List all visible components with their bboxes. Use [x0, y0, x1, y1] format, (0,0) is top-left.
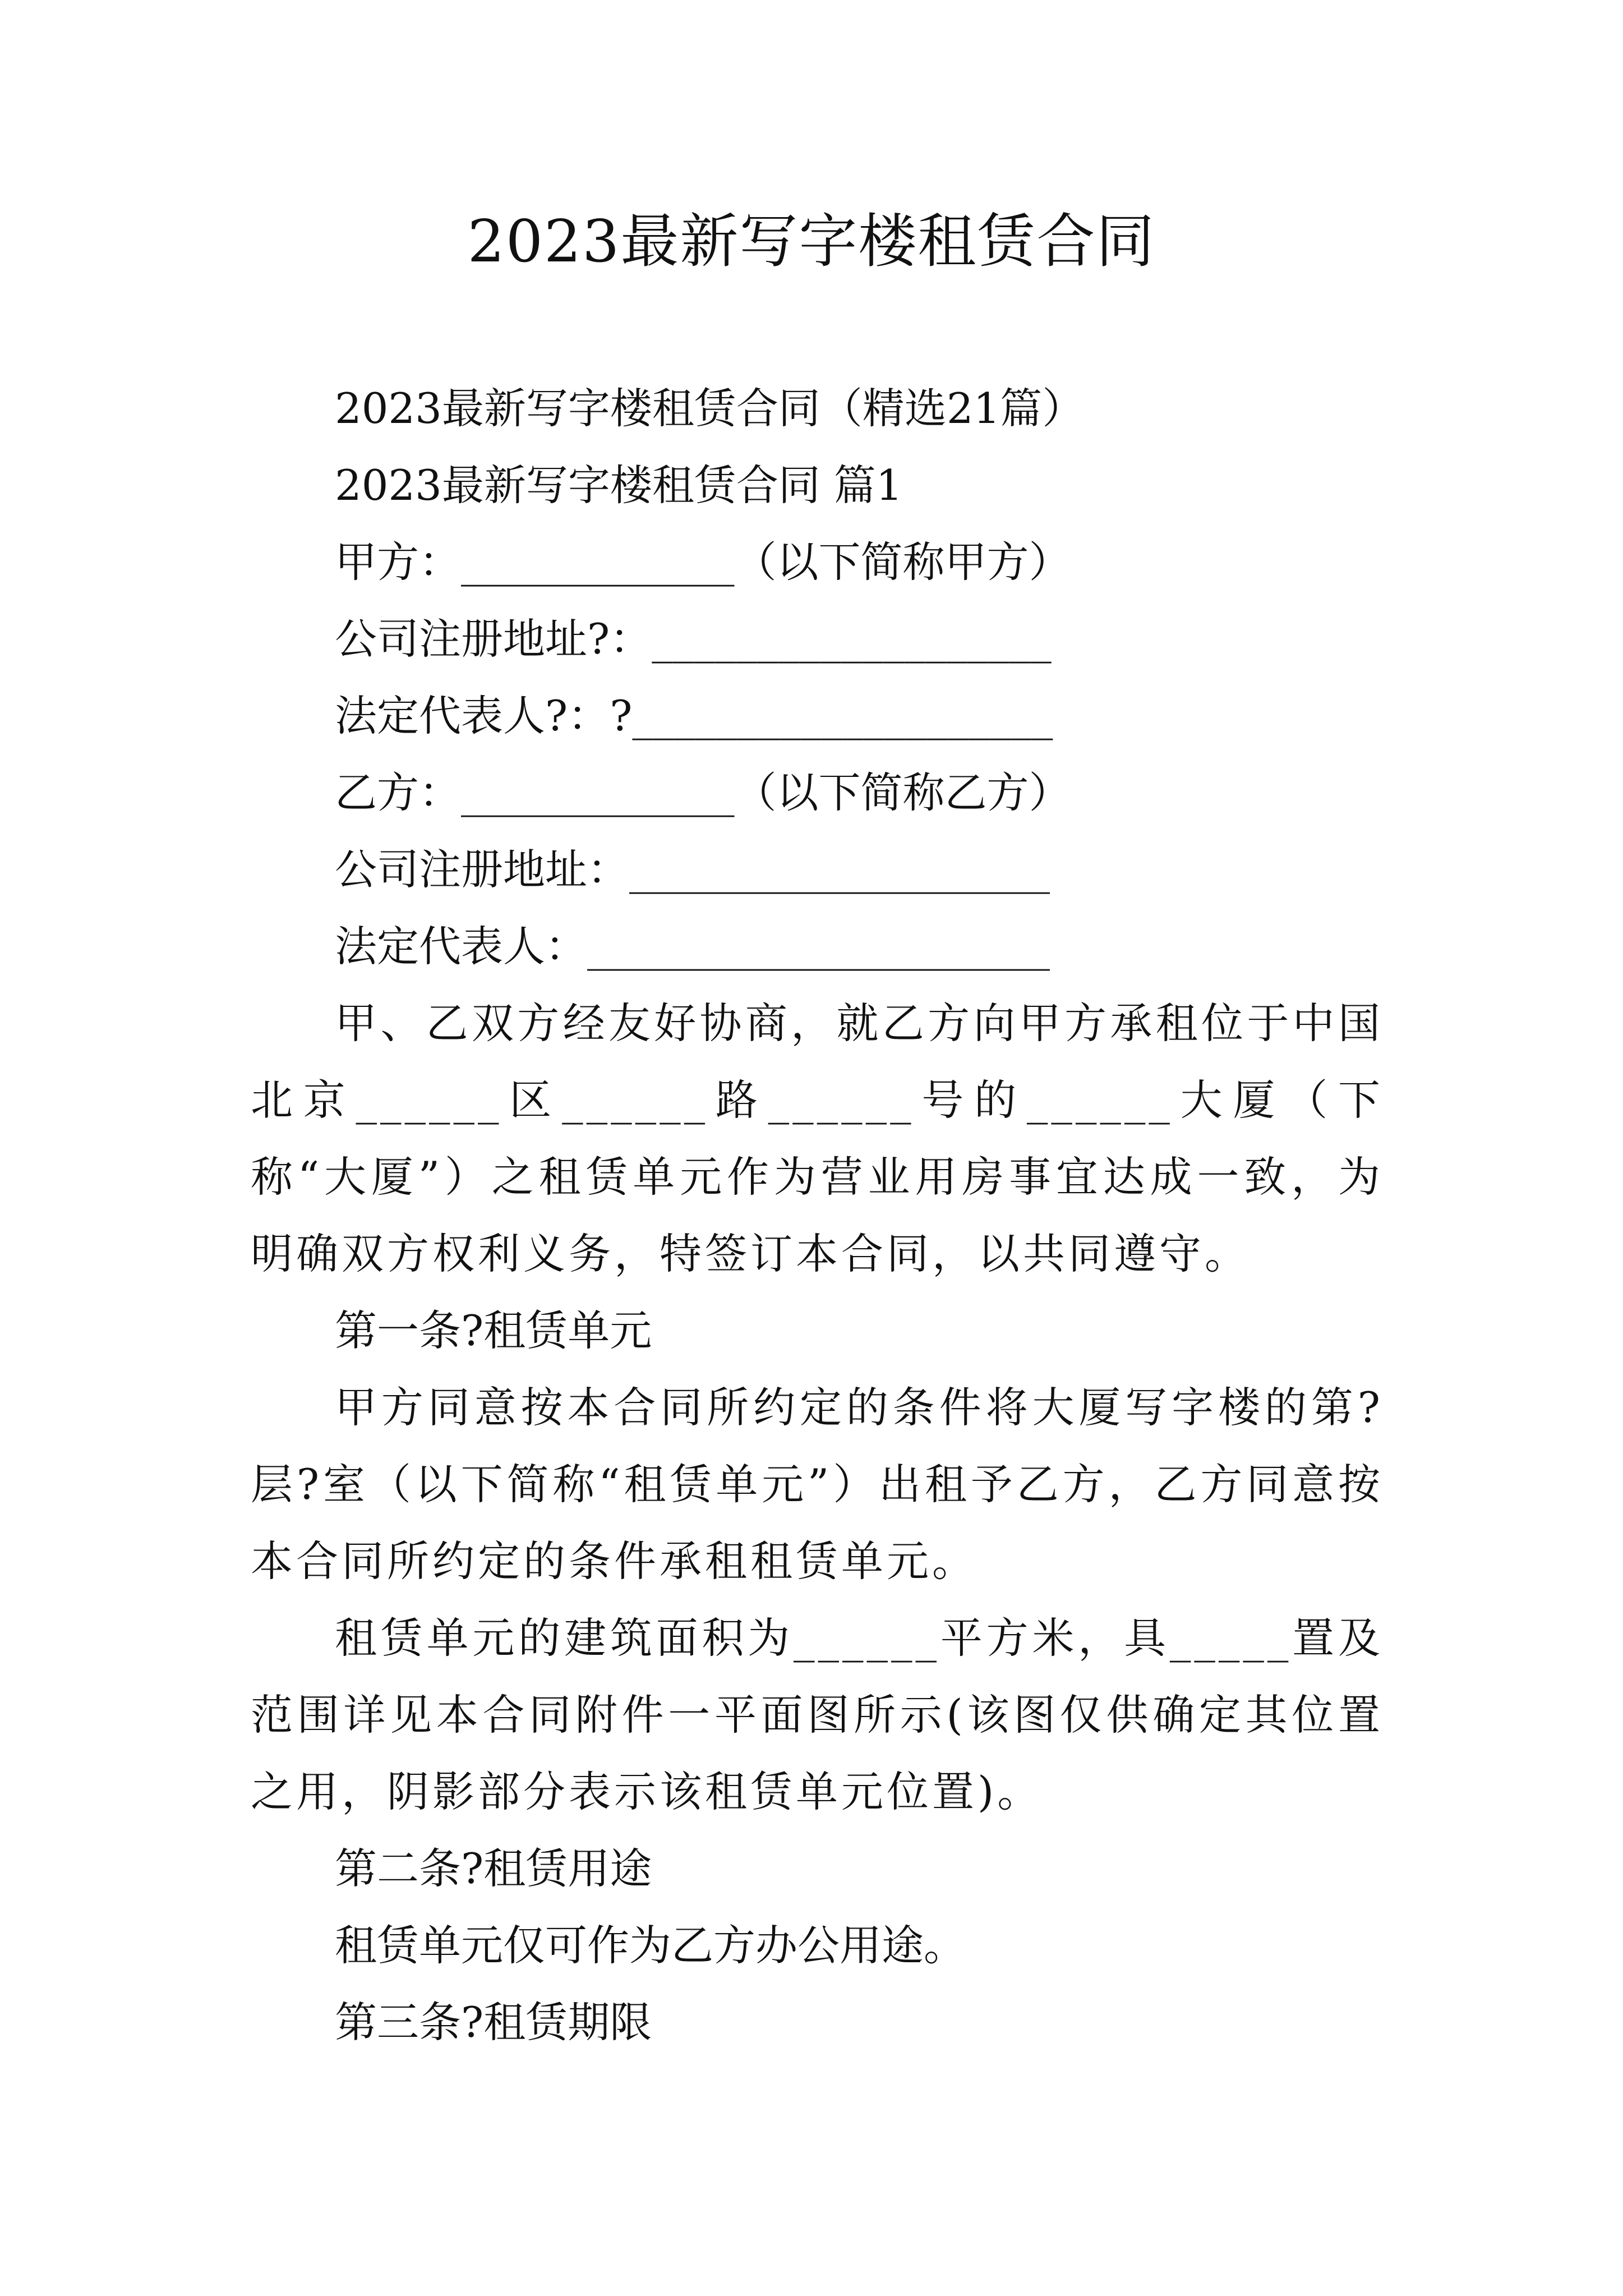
subtitle-paragraph: 2023最新写字楼租赁合同（精选21篇） — [335, 384, 1085, 433]
article-1-heading: 第一条?租赁单元 — [335, 1306, 652, 1355]
article-2-paragraph: 租赁单元仅可作为乙方办公用途。 — [335, 1921, 966, 1970]
article-3-heading: 第三条?租赁期限 — [335, 1998, 652, 2047]
party-a-field: 甲方：_____________（以下简称甲方） — [335, 537, 1071, 587]
section-heading: 2023最新写字楼租赁合同 篇1 — [335, 461, 903, 510]
document-body — [251, 370, 1384, 2061]
party-a-representative-field: 法定代表人?：?____________________ — [335, 691, 1053, 740]
party-b-address-field: 公司注册地址：____________________ — [335, 845, 1050, 894]
article-2-heading: 第二条?租赁用途 — [335, 1844, 652, 1893]
agreement-preamble-paragraph: 甲、乙双方经友好协商，就乙方向甲方承租位于中国北京______区______路______号的______大厦（下称“大厦”）之租赁单元作为营业用房事宜达成一致，为明确双方权利义务，特签订本合同，以共同遵守。 — [251, 999, 1384, 1278]
document-title: 2023最新写字楼租赁合同 — [467, 207, 1156, 275]
party-a-address-field: 公司注册地址?：___________________ — [335, 614, 1052, 664]
article-1-paragraph-2: 租赁单元的建筑面积为______平方米，具_____置及范围详见本合同附件一平面图所示(该图仅供确定其位置之用，阴影部分表示该租赁单元位置)。 — [251, 1613, 1384, 1816]
article-1-paragraph-1: 甲方同意按本合同所约定的条件将大厦写字楼的第?层?室（以下简称“租赁单元”）出租予乙方，乙方同意按本合同所约定的条件承租租赁单元。 — [251, 1383, 1384, 1586]
party-b-representative-field: 法定代表人：______________________ — [335, 922, 1050, 971]
party-b-field: 乙方：_____________（以下简称乙方） — [335, 768, 1071, 817]
